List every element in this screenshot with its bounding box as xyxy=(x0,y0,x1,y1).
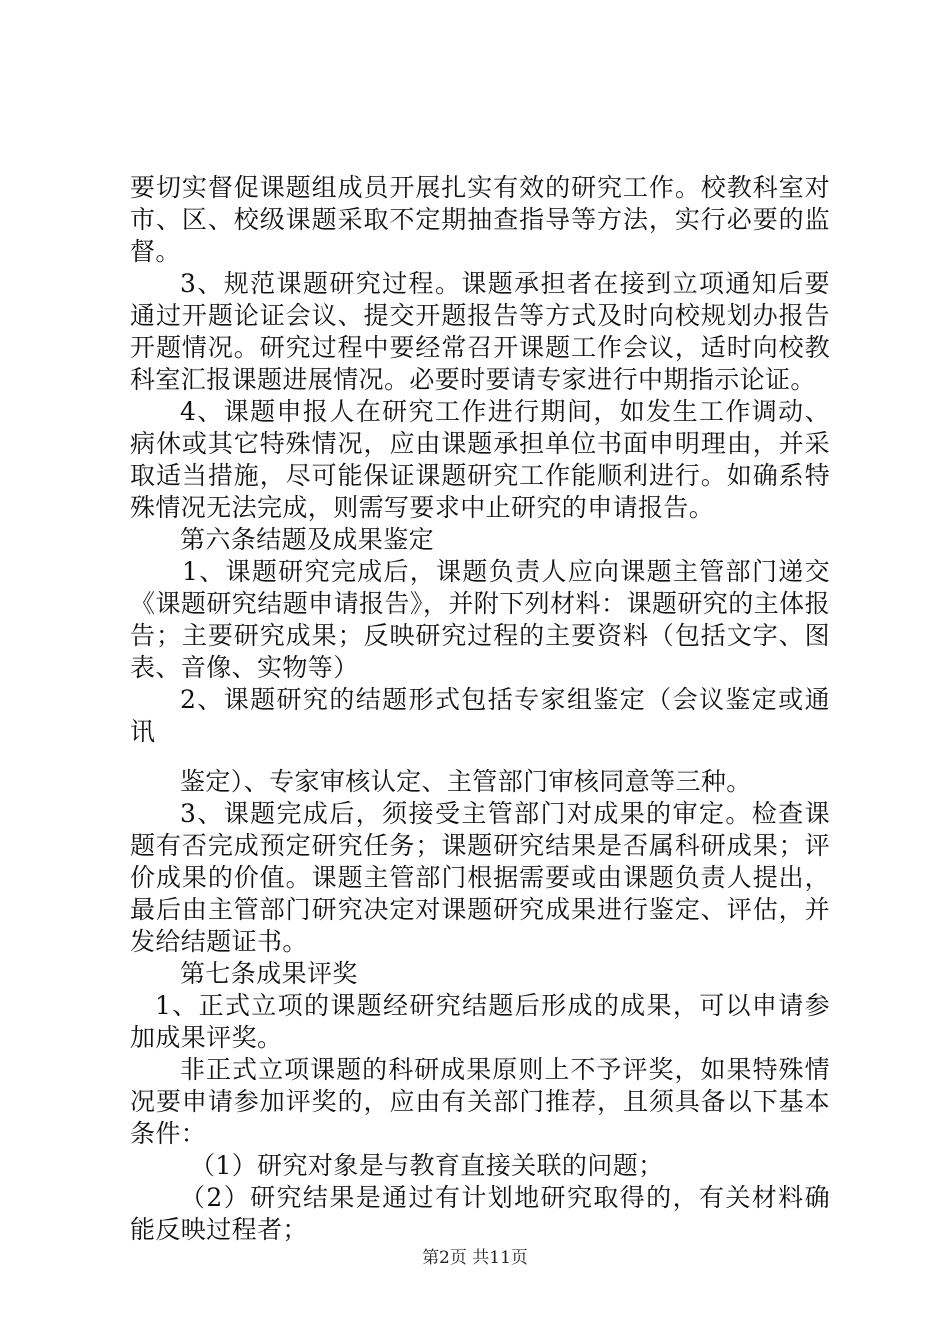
paragraph-item-3: 3、规范课题研究过程。课题承担者在接到立项通知后要通过开题论证会议、提交开题报告等方式及时向校规划办报告开题情况。研究过程中要经常召开课题工作会议，适时向校教科室汇报课题进展情况。必要时要请专家进行中期指示论证。 xyxy=(130,269,830,394)
paragraph-item-1b: 1、正式立项的课题经研究结题后形成的成果，可以申请参加成果评奖。 xyxy=(130,991,830,1052)
page-footer xyxy=(0,1243,950,1268)
paragraph-item-3b: 3、课题完成后，须接受主管部门对成果的审定。检查课题有否完成预定研究任务；课题研究结果是否属科研成果；评价成果的价值。课题主管部门根据需要或由课题负责人提出，最后由主管部门研究决定对课题研究成果进行鉴定、评估，并发给结题证书。 xyxy=(130,799,830,956)
condition-item-1: （1）研究对象是与教育直接关联的问题； xyxy=(190,1151,664,1180)
paragraph-item-2-continuation: 鉴定）、专家审核认定、主管部门审核同意等三种。 xyxy=(180,767,752,796)
paragraph-continuation: 要切实督促课题组成员开展扎实有效的研究工作。校教科室对市、区、校级课题采取不定期抽查指导等方法，实行必要的监督。 xyxy=(130,173,830,266)
section-heading-6: 第六条结题及成果鉴定 xyxy=(180,525,435,554)
paragraph-gap xyxy=(130,748,830,766)
section-heading-7: 第七条成果评奖 xyxy=(180,959,358,988)
paragraph-item-2: 2、课题研究的结题形式包括专家组鉴定（会议鉴定或通讯 xyxy=(130,685,830,746)
page-number: 第2页 共11页 xyxy=(422,1248,528,1268)
condition-item-2: （2）研究结果是通过有计划地研究取得的，有关材料确能反映过程者； xyxy=(130,1183,830,1244)
document-body xyxy=(130,172,830,1246)
paragraph-item-1: 1、课题研究完成后，课题负责人应向课题主管部门递交《课题研究结题申请报告》，并附下列材料：课题研究的主体报告；主要研究成果；反映研究过程的主要资料（包括文字、图表、音像、实物等） xyxy=(130,557,830,682)
paragraph-non-formal: 非正式立项课题的科研成果原则上不予评奖，如果特殊情况要申请参加评奖的，应由有关部门推荐，且须具备以下基本条件： xyxy=(130,1055,830,1148)
paragraph-item-4: 4、课题申报人在研究工作进行期间，如发生工作调动、病休或其它特殊情况，应由课题承担单位书面申明理由，并采取适当措施，尽可能保证课题研究工作能顺利进行。如确系特殊情况无法完成，则需写要求中止研究的申请报告。 xyxy=(130,397,830,522)
